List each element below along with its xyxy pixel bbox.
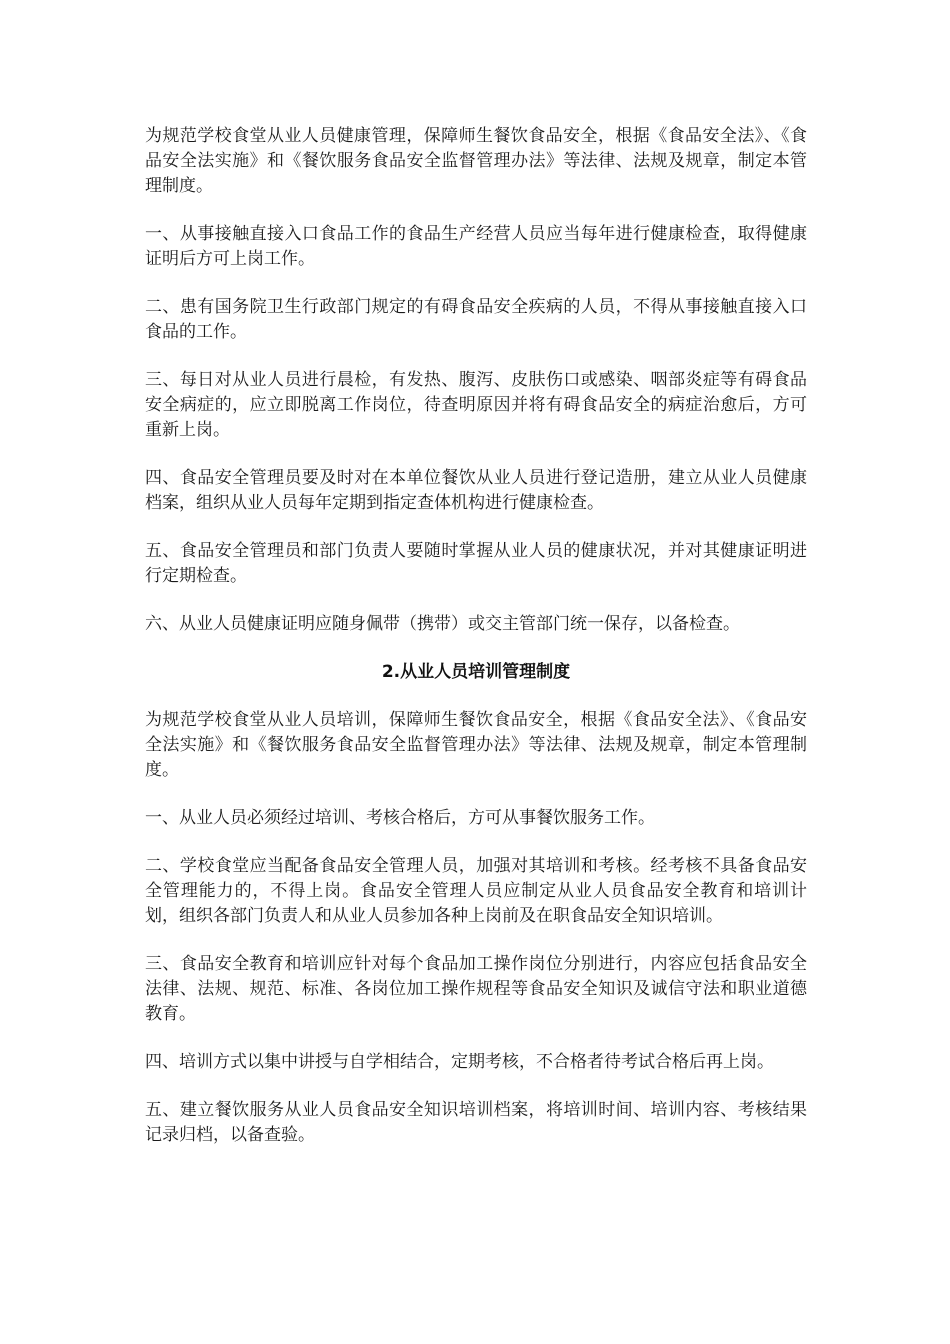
training-policy-title: 2.从业人员培训管理制度 bbox=[381, 662, 571, 682]
health-policy-item-4: 四、食品安全管理员要及时对在本单位餐饮从业人员进行登记造册，建立从业人员健康档案，组织从业人员每年定期到指定查体机构进行健康检查。 bbox=[145, 468, 807, 513]
health-policy-item-2: 二、患有国务院卫生行政部门规定的有碍食品安全疾病的人员，不得从事接触直接入口食品的工作。 bbox=[145, 297, 807, 342]
training-policy-item-1: 一、从业人员必须经过培训、考核合格后，方可从事餐饮服务工作。 bbox=[145, 808, 655, 828]
training-policy-item-2: 二、学校食堂应当配备食品安全管理人员，加强对其培训和考核。经考核不具备食品安全管理能力的，不得上岗。食品安全管理人员应制定从业人员食品安全教育和培训计划，组织各部门负责人和从业人员参加各种上岗前及在职食品安全知识培训。 bbox=[145, 856, 807, 926]
training-policy-item-4: 四、培训方式以集中讲授与自学相结合，定期考核，不合格者待考试合格后再上岗。 bbox=[145, 1052, 774, 1072]
training-policy-intro: 为规范学校食堂从业人员培训，保障师生餐饮食品安全，根据《食品安全法》、《食品安全法实施》和《餐饮服务食品安全监督管理办法》等法律、法规及规章，制定本管理制度。 bbox=[145, 710, 807, 780]
document-body bbox=[145, 124, 807, 1171]
health-policy-item-6: 六、从业人员健康证明应随身佩带（携带）或交主管部门统一保存，以备检查。 bbox=[145, 614, 740, 634]
health-policy-item-3: 三、每日对从业人员进行晨检，有发热、腹泻、皮肤伤口或感染、咽部炎症等有碍食品安全病症的，应立即脱离工作岗位，待查明原因并将有碍食品安全的病症治愈后，方可重新上岗。 bbox=[145, 370, 807, 440]
training-policy-item-5: 五、建立餐饮服务从业人员食品安全知识培训档案，将培训时间、培训内容、考核结果记录归档，以备查验。 bbox=[145, 1100, 807, 1145]
health-policy-intro: 为规范学校食堂从业人员健康管理，保障师生餐饮食品安全，根据《食品安全法》、《食品安全法实施》和《餐饮服务食品安全监督管理办法》等法律、法规及规章，制定本管理制度。 bbox=[145, 126, 807, 196]
training-policy-item-3: 三、食品安全教育和培训应针对每个食品加工操作岗位分别进行，内容应包括食品安全法律、法规、规范、标准、各岗位加工操作规程等食品安全知识及诚信守法和职业道德教育。 bbox=[145, 954, 807, 1024]
health-policy-item-5: 五、食品安全管理员和部门负责人要随时掌握从业人员的健康状况，并对其健康证明进行定期检查。 bbox=[145, 541, 807, 586]
health-policy-item-1: 一、从事接触直接入口食品工作的食品生产经营人员应当每年进行健康检查，取得健康证明后方可上岗工作。 bbox=[145, 224, 807, 269]
